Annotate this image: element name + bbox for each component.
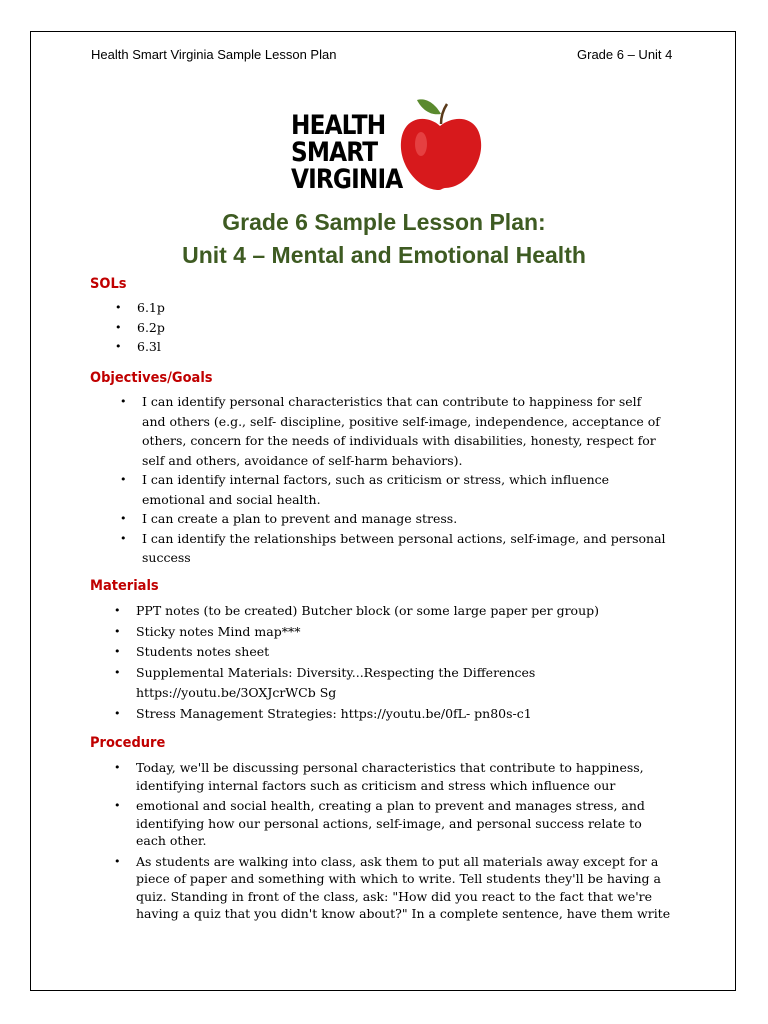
bullet-icon: • <box>120 473 127 486</box>
bullet-icon: • <box>115 320 122 334</box>
objectives-list <box>120 392 666 568</box>
sols-list <box>115 298 165 357</box>
list-item: • 6.1p <box>137 298 165 318</box>
bullet-icon: • <box>114 624 121 638</box>
lesson-title-line-1: Grade 6 Sample Lesson Plan: <box>222 209 546 235</box>
bullet-icon: • <box>115 301 122 314</box>
list-item: • Today, we'll be discussing personal characteristics that contribute to happiness, identifying internal factors such as criticism and stress which influence our <box>114 760 644 793</box>
bullet-icon: • <box>114 604 121 617</box>
section-heading-sols: SOLs <box>90 276 127 292</box>
bullet-icon: • <box>120 512 127 525</box>
list-item: • Supplemental Materials: Diversity...Respecting the Differences https://youtu.be/3OXJcrWCb Sg <box>136 663 599 704</box>
bullet-icon: • <box>114 761 121 774</box>
lesson-title-line-2: Unit 4 – Mental and Emotional Health <box>182 242 586 268</box>
list-item: • I can identify internal factors, such as criticism or stress, which influence emotional and social health. <box>120 472 610 507</box>
bullet-icon: • <box>114 854 121 868</box>
list-item: • PPT notes (to be created) Butcher block (or some large paper per group) <box>136 601 599 622</box>
section-heading-objectives: Objectives/Goals <box>90 370 213 386</box>
list-item: • emotional and social health, creating a plan to prevent and manages stress, and identifying how our personal actions, self-image, and personal success relate to each other. <box>114 798 645 848</box>
bullet-icon: • <box>114 706 121 720</box>
list-item: • I can identify personal characteristics that can contribute to happiness for self and others (e.g., self- discipline, positive self-image, independence, acceptance of others, concern for the needs of individuals with disabilities, honesty, respect for self and others, avoidance of self-harm behaviors). <box>120 394 660 468</box>
section-heading-procedure: Procedure <box>90 735 166 751</box>
logo-line-1: HEALTH <box>291 110 386 141</box>
list-item: • I can identify the relationships between personal actions, self-image, and personal success <box>120 530 666 565</box>
apple-stem <box>441 104 447 124</box>
procedure-list <box>114 759 671 923</box>
list-item: • Students notes sheet <box>136 642 599 663</box>
header-right: Grade 6 – Unit 4 <box>577 47 673 62</box>
list-item: • Sticky notes Mind map*** <box>136 622 599 643</box>
bullet-icon: • <box>120 531 127 545</box>
document-page <box>30 31 736 991</box>
video-link[interactable]: https://youtu.be/3OXJcrWCb Sg <box>136 685 337 700</box>
apple-logo-icon <box>397 94 483 194</box>
bullet-icon: • <box>115 340 122 353</box>
list-item: • 6.2p <box>137 318 165 338</box>
logo-line-2: SMART <box>291 137 378 168</box>
section-heading-materials: Materials <box>90 578 159 594</box>
header-left: Health Smart Virginia Sample Lesson Plan <box>91 47 337 62</box>
bullet-icon: • <box>120 395 127 408</box>
bullet-icon: • <box>114 645 121 658</box>
list-item: • I can create a plan to prevent and manage stress. <box>142 509 666 529</box>
bullet-icon: • <box>114 799 121 812</box>
list-item: • 6.3l <box>137 337 165 357</box>
apple-body <box>401 119 481 190</box>
list-item: • As students are walking into class, ask them to put all materials away except for a piece of paper and something with which to write. Tell students they'll be having a quiz. Standing in front of the class, ask: "How did you react to the fact that we're having a quiz that you didn't know about?" In a complete sentence, have them write <box>114 853 671 921</box>
bullet-icon: • <box>114 665 121 679</box>
materials-list <box>114 601 600 724</box>
apple-leaf <box>417 99 441 114</box>
logo-line-3: VIRGINIA <box>291 164 403 195</box>
list-item: • Stress Management Strategies: https://youtu.be/0fL- pn80s-c1 <box>136 704 599 725</box>
apple-highlight <box>415 132 427 156</box>
